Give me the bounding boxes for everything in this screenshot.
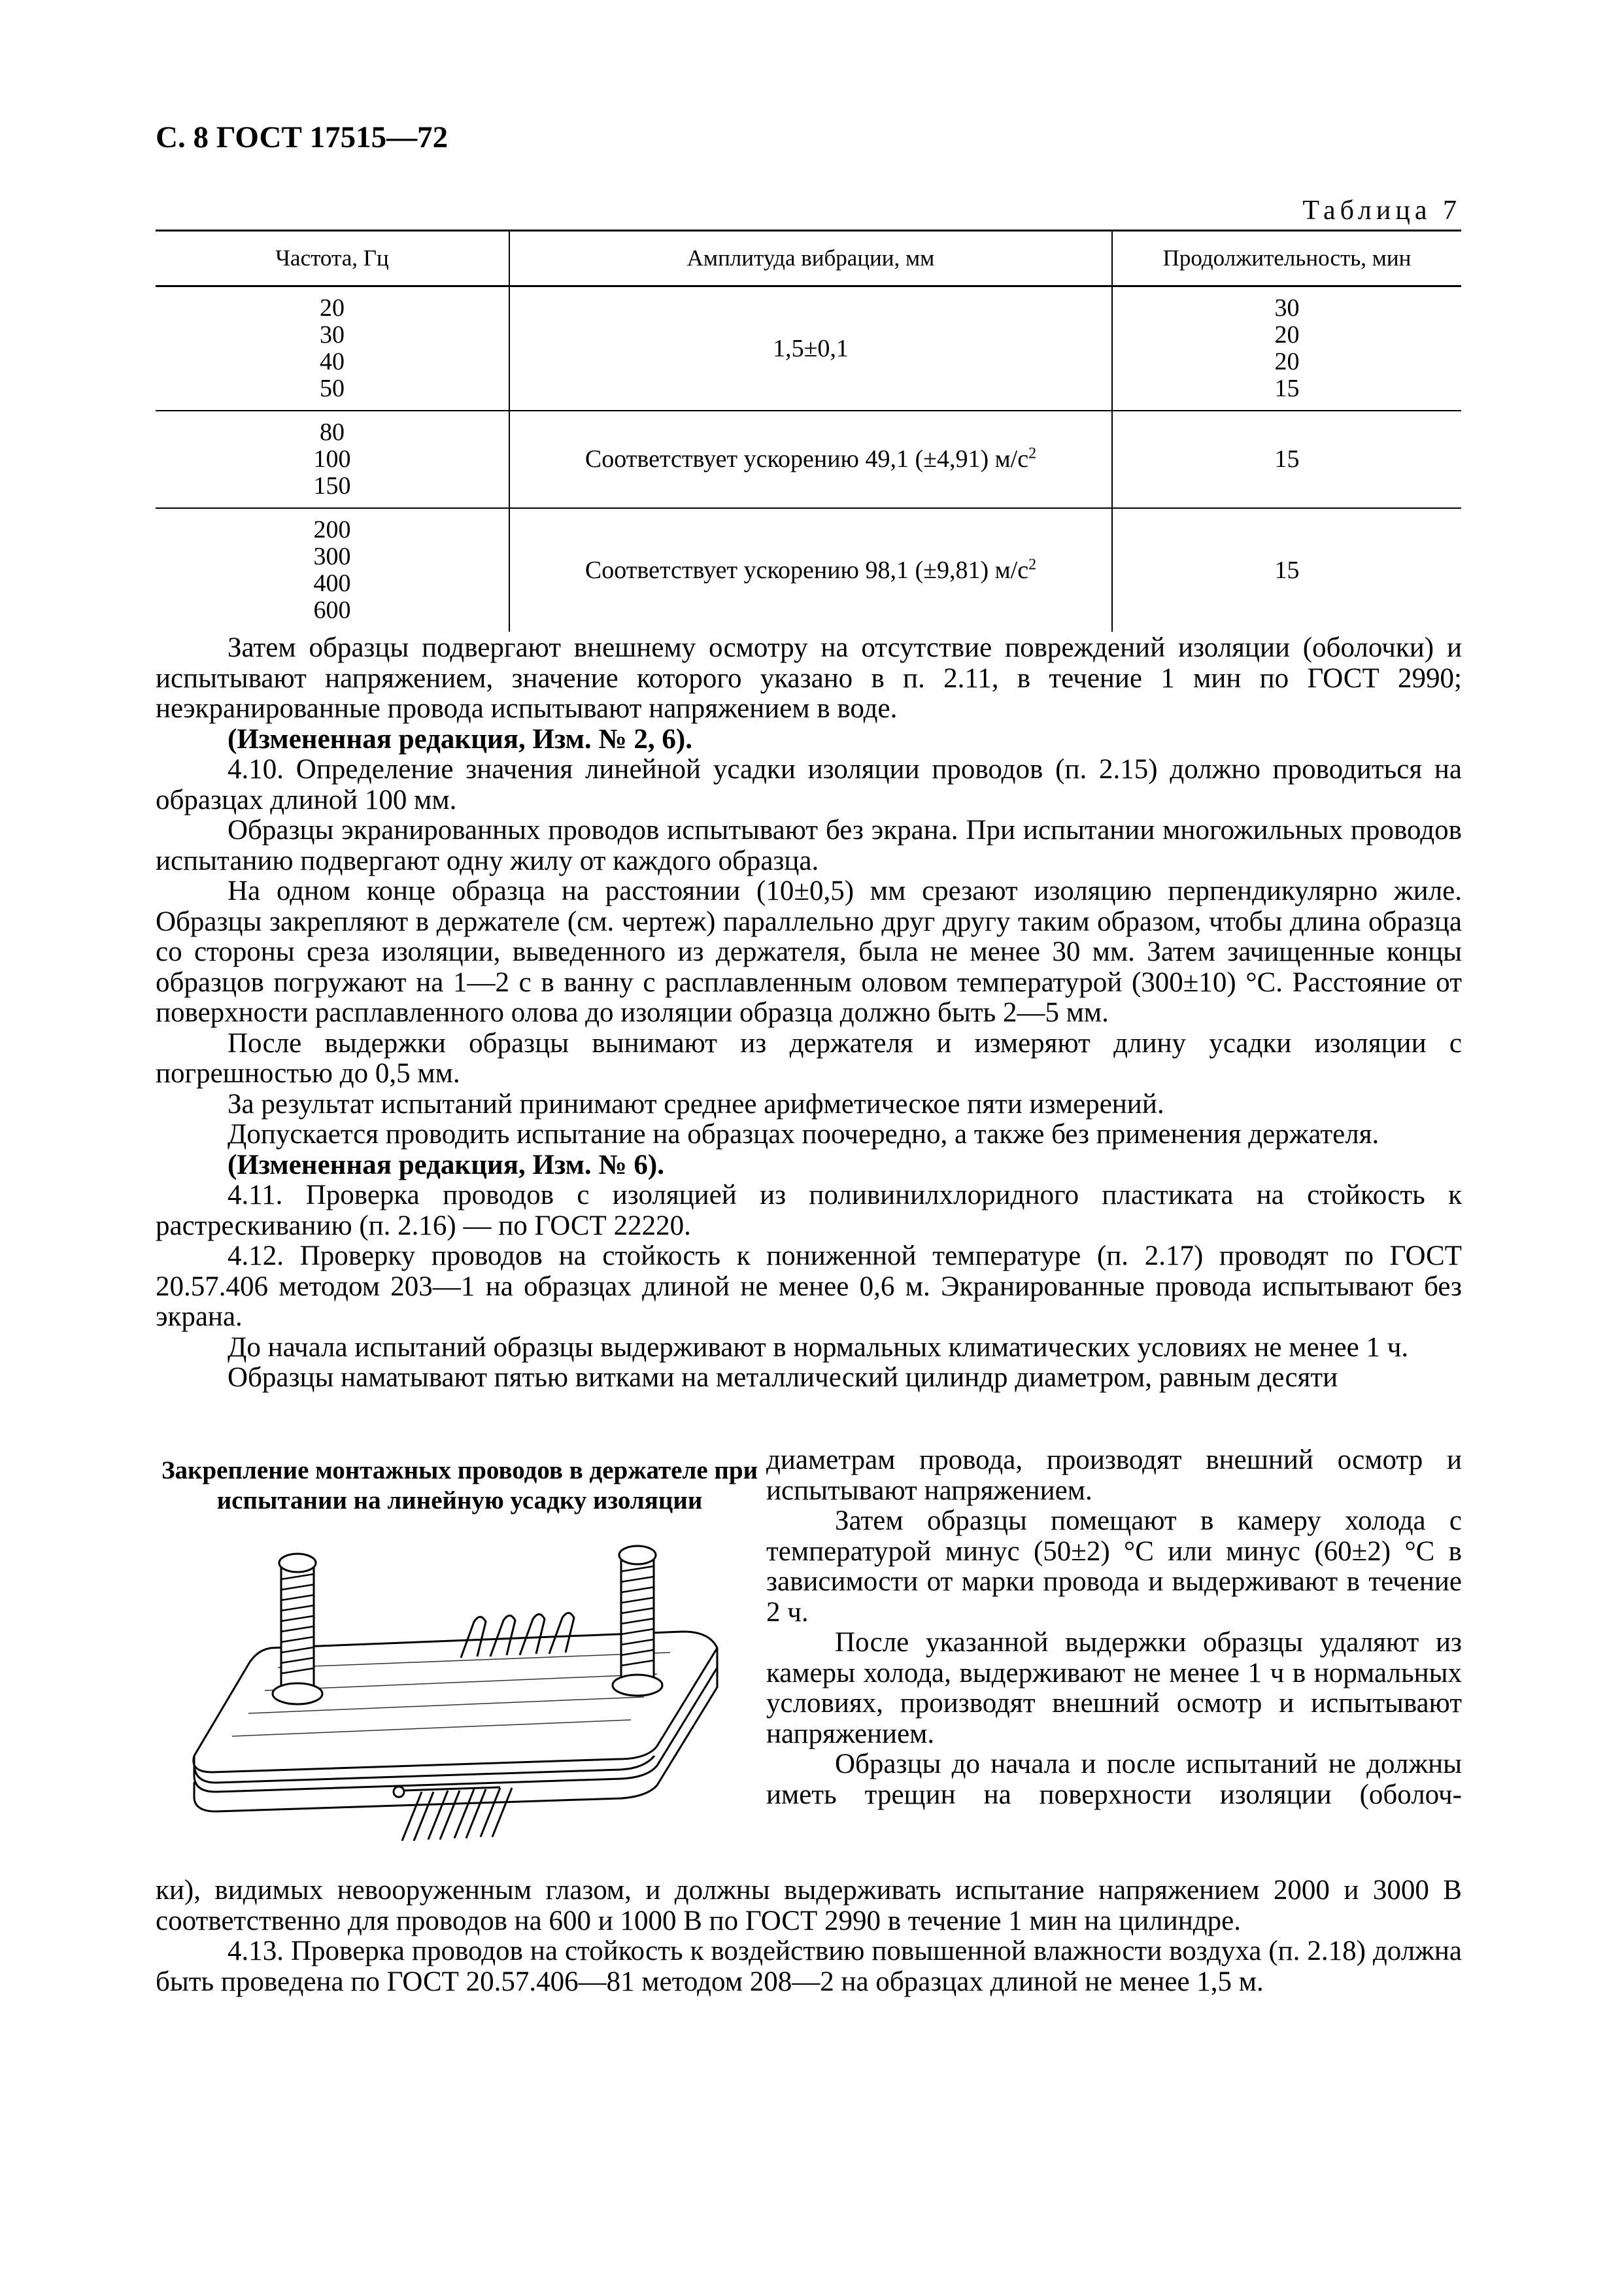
amplitude-value: Соответствует ускорению 49,1 (±4,91) м/с [584,445,1029,473]
frequency-value: 30 [320,321,345,349]
paragraph: диаметрам провода, производят внешний осмотр и испытывают напряжением. [766,1445,1462,1506]
body-text [156,633,1462,1394]
paragraph: ки), видимых невооруженным глазом, и должны выдерживать испытание напряжением 2000 и 3000 В соответственно для проводов на 600 и 1000 В по ГОСТ 2990 в течение 1 мин на цилиндре. [156,1875,1462,1936]
table-row [156,508,1461,632]
paragraph: До начала испытаний образцы выдерживают в нормальных климатических условиях не менее 1 ч. [228,1331,1409,1363]
unit-superscript: 2 [1028,555,1037,573]
duration-value: 20 [1274,348,1300,375]
table-row [156,411,1461,508]
paragraph: После выдержки образцы вынимают из держателя и измеряют длину усадки изоляции с погрешностью до 0,5 мм. [156,1027,1462,1089]
duration-cell [1112,286,1461,411]
amplitude-value: 1,5±0,1 [773,334,849,362]
frequency-value: 40 [320,348,345,375]
amplitude-cell [509,286,1112,411]
wire-holder-drawing [186,1534,749,1841]
paragraph: Образцы экранированных проводов испытывают без экрана. При испытании многожильных проводов испытанию подвергают одну жилу от каждого образца. [156,815,1462,876]
wrapped-text [766,1445,1462,1810]
frequency-value: 100 [313,445,351,473]
page-header: С. 8 ГОСТ 17515—72 [156,120,448,154]
table-row [156,286,1461,411]
duration-value: 30 [1274,294,1300,322]
unit-superscript: 2 [1028,445,1037,462]
paragraph: 4.13. Проверка проводов на стойкость к воздействию повышенной влажности воздуха (п. 2.18) должна быть проведена по ГОСТ 20.57.406—81 методом 208—2 на образцах длиной не менее 1,5 м. [156,1936,1462,1997]
frequency-value: 80 [320,419,345,446]
frequency-cell [156,508,509,632]
table-7 [156,230,1461,632]
duration-cell [1112,508,1461,632]
paragraph: Допускается проводить испытание на образцах поочередно, а также без применения держателя. [228,1119,1379,1150]
duration-value: 20 [1274,321,1300,349]
column-header-amplitude: Амплитуда вибрации, мм [509,231,1112,286]
frequency-value: 20 [320,294,345,322]
column-header-duration: Продолжительность, мин [1112,231,1461,286]
paragraph: Затем образцы подвергают внешнему осмотру на отсутствие повреждений изоляции (оболочки) и испытывают напряжением, значение которого указано в п. 2.11, в течение 1 мин по ГОСТ 2990; неэкранированные провода испытывают напряжением в воде. [156,632,1462,724]
closing-text [156,1876,1462,1997]
frequency-value: 50 [320,375,345,402]
amendment-note: (Измененная редакция, Изм. № 2, 6). [228,723,692,755]
paragraph: За результат испытаний принимают среднее арифметическое пяти измерений. [228,1088,1164,1120]
amplitude-cell [509,508,1112,632]
table-caption: Таблица 7 [1302,196,1461,226]
amplitude-cell [509,411,1112,508]
paragraph: Образцы наматывают пятью витками на металлический цилиндр диаметром, равным десяти [228,1362,1338,1393]
paragraph: 4.12. Проверку проводов на стойкость к пониженной температуре (п. 2.17) проводят по ГОСТ 20.57.406 методом 203—1 на образцах длиной не менее 0,6 м. Экранированные провода испытывают без экрана. [156,1241,1462,1332]
duration-value: 15 [1274,445,1300,473]
frequency-value: 400 [313,570,351,597]
column-header-frequency: Частота, Гц [156,231,509,286]
frequency-value: 200 [313,516,351,543]
duration-cell [1112,411,1461,508]
duration-value: 15 [1274,375,1300,402]
paragraph: На одном конце образца на расстоянии (10±0,5) мм срезают изоляцию перпендикулярно жиле. Образцы закрепляют в держателе (см. чертеж) параллельно друг другу таким образом, чтобы длина образца со стороны среза изоляции, выведенного из держателя, была не менее 30 мм. Затем зачищенные концы образцов погружают на 1—2 с в ванну с расплавленным оловом температурой (300±10) °С. Расстояние от поверхности расплавленного олова до изоляции образца должно быть 2—5 мм. [156,876,1462,1028]
paragraph: 4.11. Проверка проводов с изоляцией из поливинилхлоридного пластиката на стойкость к растрескиванию (п. 2.16) — по ГОСТ 22220. [156,1180,1462,1241]
frequency-value: 600 [313,596,351,624]
frequency-value: 300 [313,543,351,570]
paragraph: 4.10. Определение значения линейной усадки изоляции проводов (п. 2.15) должно проводиться на образцах длиной 100 мм. [156,754,1462,815]
paragraph: Образцы до начала и после испытаний не должны иметь трещин на поверхности изоляции (оболоч- [766,1749,1462,1810]
amplitude-value: Соответствует ускорению 98,1 (±9,81) м/с [584,556,1029,584]
amendment-note: (Измененная редакция, Изм. № 6). [228,1149,664,1180]
table-header-row [156,231,1461,286]
frequency-cell [156,286,509,411]
figure-caption: Закрепление монтажных проводов в держателе при испытании на линейную усадку изоляции [161,1456,758,1515]
wire-ends [394,1787,512,1841]
paragraph: После указанной выдержки образцы удаляют из камеры холода, выдерживают не менее 1 ч в нормальных условиях, производят внешний осмотр и испытывают напряжением. [766,1627,1462,1749]
frequency-value: 150 [313,472,351,500]
duration-value: 15 [1274,556,1300,584]
paragraph: Затем образцы помещают в камеру холода с температурой минус (50±2) °С или минус (60±2) °С в зависимости от марки провода и выдерживают в течение 2 ч. [766,1505,1462,1628]
frequency-cell [156,411,509,508]
